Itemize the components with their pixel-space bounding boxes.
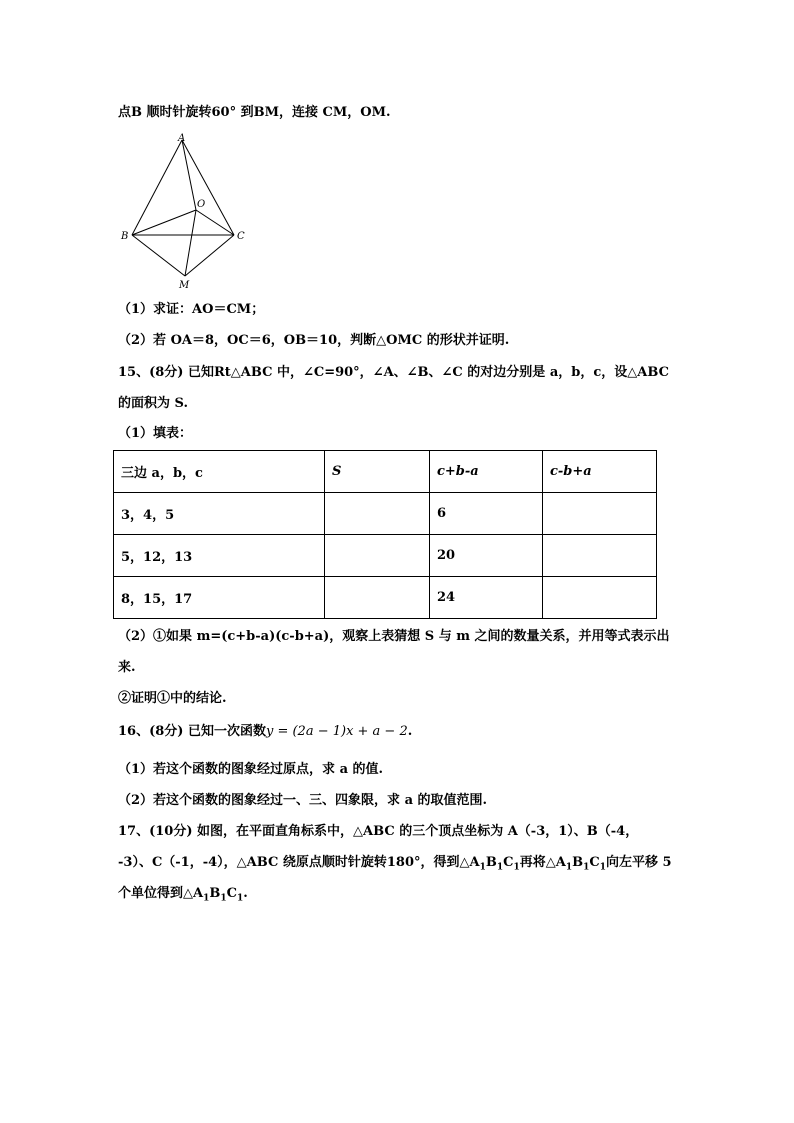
table-header: c+b-a <box>430 451 543 493</box>
table-cell: 5，12，13 <box>114 535 325 577</box>
label-m: M <box>179 280 190 291</box>
q14-part1: （1）求证：AO＝CM； <box>118 302 265 317</box>
label-c: C <box>237 231 245 242</box>
table-cell: 20 <box>430 535 543 577</box>
table-cell: 24 <box>430 577 543 619</box>
q15-part2c: ②证明①中的结论. <box>118 691 227 706</box>
q15-heading: 15、(8分) 已知Rt△ABC 中，∠C=90°，∠A、∠B、∠C 的对边分别是 a，b，c，设△ABC <box>118 365 669 380</box>
segment-ac <box>182 140 234 235</box>
geometry-figure <box>118 132 258 292</box>
label-b: B <box>121 231 129 242</box>
label-a: A <box>178 133 186 144</box>
q15-part2a: （2）①如果 m=(c+b-a)(c-b+a)，观察上表猜想 S 与 m 之间的数量关系，并用等式表示出 <box>118 629 670 644</box>
q15-heading-cont: 的面积为 S. <box>118 396 188 411</box>
table-cell-empty[interactable] <box>325 493 430 535</box>
table-row <box>114 493 657 535</box>
label-o: O <box>197 199 206 210</box>
table-cell: 6 <box>430 493 543 535</box>
table-row <box>114 577 657 619</box>
segment-ab <box>132 140 182 235</box>
table-cell-empty[interactable] <box>543 493 657 535</box>
q17-line3: 个单位得到$\triangle A_1B_1C_1$. <box>118 886 248 904</box>
q17-line2: -3）、C（-1，-4），△ABC 绕原点顺时针旋转180°，得到$\triangle A_1B_1C_1$再将$\triangle A_1B_1C_1$向左平移 5 <box>118 855 672 873</box>
q17-line1: 17、(10分) 如图，在平面直角标系中，△ABC 的三个顶点坐标为 A（-3，1）、B（-4， <box>118 824 639 839</box>
table-cell-empty[interactable] <box>543 535 657 577</box>
segment-bm <box>132 235 185 276</box>
segment-cm <box>185 235 234 276</box>
q16-formula: y = (2a − 1)x + a − 2 <box>265 724 408 739</box>
table-cell: 8，15，17 <box>114 577 325 619</box>
table-cell-empty[interactable] <box>543 577 657 619</box>
table-header-row <box>114 451 657 493</box>
data-table <box>113 450 657 619</box>
q16-heading: 16、(8分) 已知一次函数y = (2a − 1)x + a − 2. <box>118 724 413 739</box>
q15-part2b: 来. <box>118 660 136 675</box>
q14-part2: （2）若 OA＝8，OC＝6，OB＝10，判断△OMC 的形状并证明. <box>118 333 510 348</box>
table-row <box>114 535 657 577</box>
segment-bo <box>132 210 196 235</box>
table-header: c-b+a <box>543 451 657 493</box>
segment-ao <box>182 140 196 210</box>
q15-part1: （1）填表： <box>118 426 193 441</box>
q16-part2: （2）若这个函数的图象经过一、三、四象限，求 a 的取值范围. <box>118 793 488 808</box>
table-cell-empty[interactable] <box>325 535 430 577</box>
table-cell-empty[interactable] <box>325 577 430 619</box>
q16-part1: （1）若这个函数的图象经过原点，求 a 的值. <box>118 762 384 777</box>
segment-co <box>196 210 234 235</box>
table-cell: 3，4，5 <box>114 493 325 535</box>
segment-om <box>185 210 196 276</box>
intro-line: 点B 顺时针旋转60° 到BM，连接 CM，OM. <box>118 105 391 120</box>
table-header: 三边 a，b，c <box>114 451 325 493</box>
table-header: S <box>325 451 430 493</box>
